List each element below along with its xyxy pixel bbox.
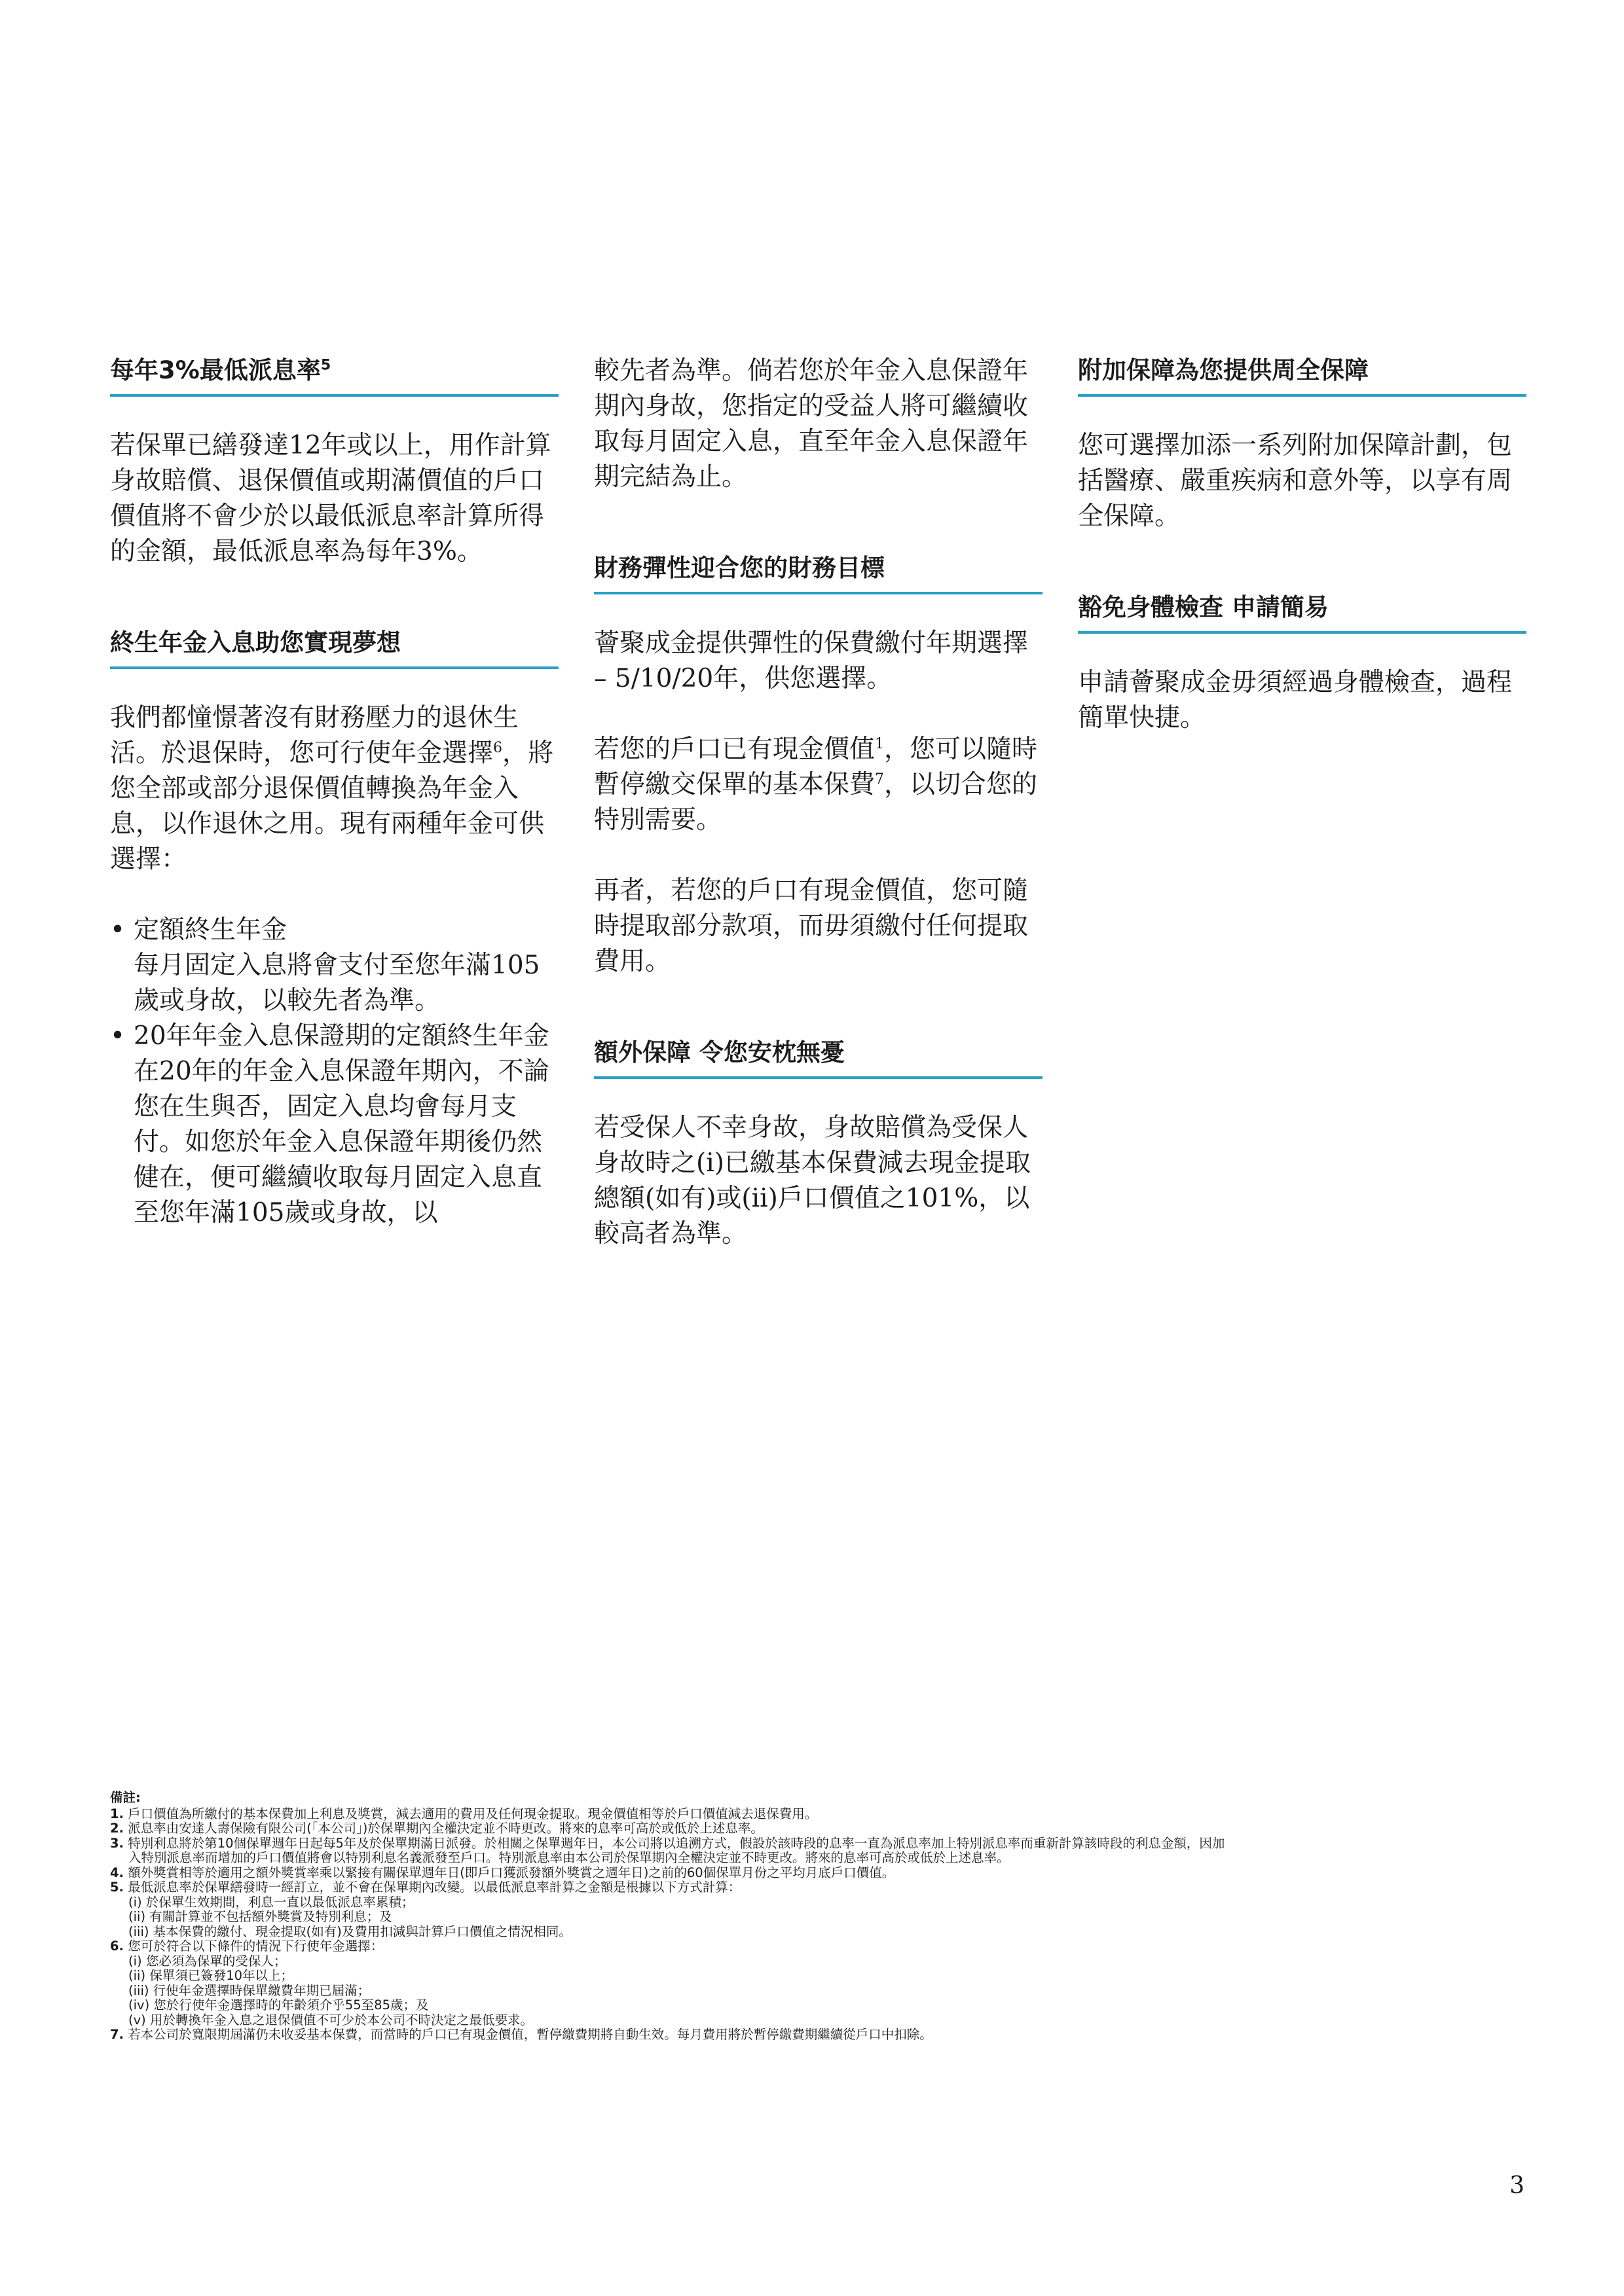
footnote-subitem: (i) 於保單生效期間，利息一直以最低派息率累積；: [128, 1894, 415, 1910]
footnote-continuation: 入特別派息率而增加的戶口價值將會以特別利息名義派發至戶口。特別派息率由本公司於保單期內全權決定並不時更改。將來的息率可高於或低於上述息率。: [128, 1850, 1010, 1865]
footnote-subitem: (iii) 基本保費的繳付、現金提取(如有)及費用扣減與計算戶口價值之情況相同。: [128, 1923, 572, 1939]
section-paragraph: 若保單已繕發達12年或以上，用作計算身故賠償、退保價值或期滿價值的戶口價值將不會少於以最低派息率計算所得的金額，最低派息率為每年3%。: [110, 431, 551, 566]
section-heading: 豁免身體檢查 申請簡易: [1078, 591, 1526, 634]
list-item: [110, 1019, 559, 1231]
section-lifetime-annuity: [110, 626, 559, 1231]
footnote-subitem: (iii) 行使年金選擇時保單繳費年期已屆滿；: [128, 1982, 371, 1998]
footnote-item: 1. 戶口價值為所繳付的基本保費加上利息及獎賞，減去適用的費用及任何現金提取。現金價值相等於戶口價值減去退保費用。: [110, 1806, 818, 1821]
section-paragraph: 若受保人不幸身故，身故賠償為受保人身故時之(i)已繳基本保費減去現金提取總額(如有)或(ii)戶口價值之101%，以較高者為準。: [594, 1113, 1031, 1248]
footnotes-title: 備註:: [110, 1790, 141, 1805]
footnote-item: 4. 額外獎賞相等於適用之額外獎賞率乘以緊接有關保單週年日(即戶口獲派發額外獎賞之週年日)之前的60個保單月份之平均月底戶口價值。: [110, 1865, 895, 1880]
section-rider-benefits: [1078, 354, 1526, 534]
section-paragraph: 薈聚成金提供彈性的保費繳付年期選擇 – 5/10/20年，供您選擇。: [594, 629, 1029, 693]
footnote-item: 5. 最低派息率於保單繕發時一經訂立，並不會在保單期內改變。以最低派息率計算之金額是根據以下方式計算：: [110, 1880, 741, 1895]
section-heading: 每年3%最低派息率$^5$: [110, 354, 559, 397]
footnotes: [110, 1791, 1531, 2043]
list-item-title: • 20年年金入息保證期的定額終生年金: [134, 1021, 549, 1051]
list-item-title: • 定額終生年金: [134, 915, 287, 945]
section-paragraph: 您可選擇加添一系列附加保障計劃，包括醫療、嚴重疾病和意外等，以享有周全保障。: [1078, 431, 1513, 531]
footnote-item: 2. 派息率由安達人壽保險有限公司(「本公司」)於保單期內全權決定並不時更改。將來的息率可高於或低於上述息率。: [110, 1821, 764, 1836]
section-heading: 附加保障為您提供周全保障: [1078, 354, 1526, 397]
footnote-subitem: (iv) 您於行使年金選擇時的年齡須介乎55至85歲；及: [128, 1997, 429, 2013]
section-heading: 財務彈性迎合您的財務目標: [594, 551, 1043, 594]
section-paragraph: 再者，若您的戶口有現金價值，您可隨時提取部分款項，而毋須繳付任何提取費用。: [594, 876, 1029, 976]
continued-paragraph: 較先者為準。倘若您於年金入息保證年期內身故，您指定的受益人將可繼續收取每月固定入息，直至年金入息保證年期完結為止。: [594, 356, 1029, 492]
list-item-body: 每月固定入息將會支付至您年滿105歲或身故，以較先者為準。: [134, 951, 540, 1015]
footnote-item: 6. 您可於符合以下條件的情況下行使年金選擇：: [110, 1939, 384, 1954]
footnote-subitem: (i) 您必須為保單的受保人；: [128, 1953, 287, 1969]
footnote-item: 3. 特別利息將於第10個保單週年日起每5年及於保單期滿日派發。於相關之保單週年日，本公司將以追溯方式，假設於該時段的息率一直為派息率加上特別派息率而重新計算該時段的利息金額，因加: [110, 1835, 1225, 1851]
footnote-subitem: (ii) 保單須已簽發10年以上；: [128, 1968, 294, 1983]
section-min-dividend: [110, 354, 559, 570]
section-financial-flexibility: [594, 551, 1043, 979]
section-heading: 終生年金入息助您實現夢想: [110, 626, 559, 669]
list-item-body: 在20年的年金入息保證年期內，不論您在生與否，固定入息均會每月支付。如您於年金入息保證年期後仍然健在，便可繼續收取每月固定入息直至您年滿105歲或身故，以: [134, 1057, 549, 1228]
column-middle: [594, 354, 1043, 1308]
page-number: 3: [1509, 2172, 1524, 2199]
annuity-options-list: [110, 913, 559, 1231]
footnote-subitem: (v) 用於轉換年金入息之退保價值不可少於本公司不時決定之最低要求。: [128, 2012, 533, 2028]
section-paragraph: 申請薈聚成金毋須經過身體檢查，過程簡單快捷。: [1078, 668, 1513, 733]
section-paragraph: 若您的戶口已有現金價值$^1$，您可以隨時暫停繳交保單的基本保費$^7$，以切合您的特別需要。: [594, 735, 1038, 835]
column-left: [110, 354, 559, 1287]
section-paragraph: 我們都憧憬著沒有財務壓力的退休生活。於退保時，您可行使年金選擇$^6$，將您全部或部分退保價值轉換為年金入息，以作退休之用。現有兩種年金可供選擇：: [110, 703, 554, 874]
footnote-item: 7. 若本公司於寬限期屆滿仍未收妥基本保費，而當時的戶口已有現金價值，暫停繳費期將自動生效。每月費用將於暫停繳費期繼續從戶口中扣除。: [110, 2027, 932, 2042]
column-right: [1078, 354, 1526, 792]
footnote-subitem: (ii) 有關計算並不包括額外獎賞及特別利息；及: [128, 1909, 392, 1924]
section-extra-protection: [594, 1036, 1043, 1252]
section-heading: 額外保障 令您安枕無憂: [594, 1036, 1043, 1079]
list-item: [110, 913, 559, 1019]
section-continued: [594, 354, 1043, 495]
section-no-medical-exam: [1078, 591, 1526, 736]
